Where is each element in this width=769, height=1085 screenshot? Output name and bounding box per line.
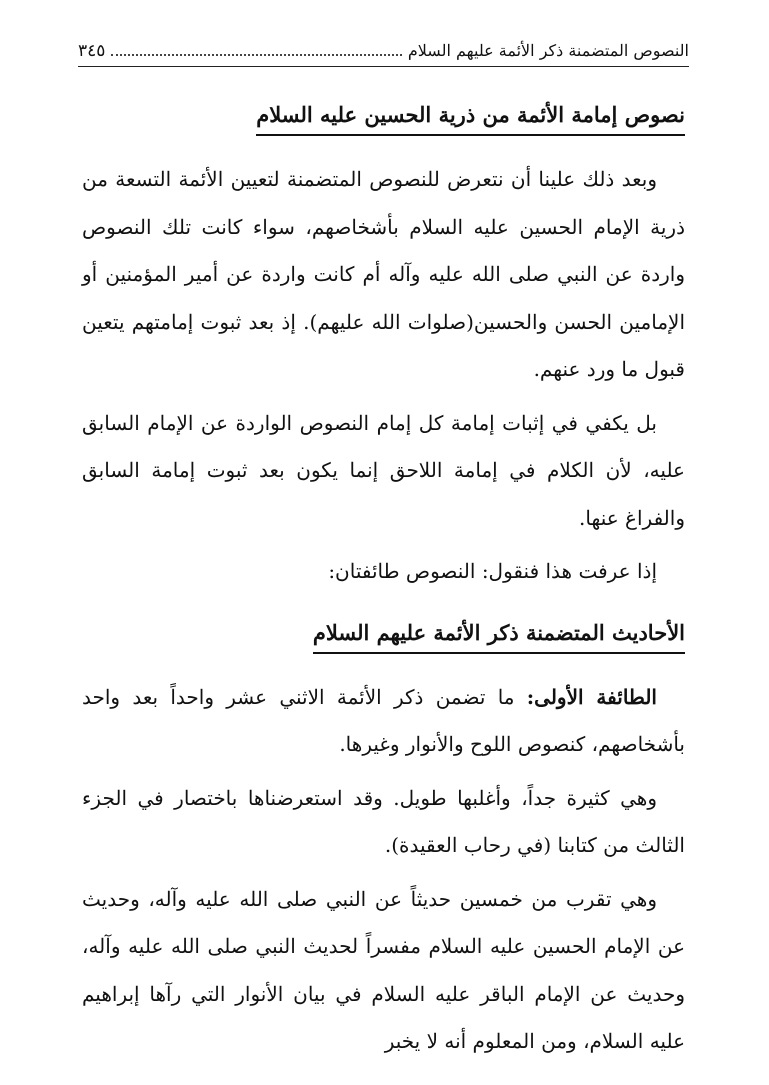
- group-label: الطائفة الأولى:: [526, 684, 657, 709]
- paragraph: وهي تقرب من خمسين حديثاً عن النبي صلى الله عليه وآله، وحديث عن الإمام الحسين عليه السلام مفسراً لحديث النبي صلى الله عليه وآله، وحديث عن الإمام الباقر عليه السلام في بيان الأنوار التي رآها إبراهيم عليه السلام، ومن المعلوم أنه لا يخبر: [82, 886, 685, 1053]
- section-1: [82, 92, 685, 154]
- paragraph-first-group: [82, 674, 685, 769]
- running-header: [78, 34, 689, 62]
- section-heading-hadiths: الأحاديث المتضمنة ذكر الأئمة عليهم السلام: [313, 614, 685, 654]
- paragraph-text: ما تضمن ذكر الأئمة الاثني عشر واحداً بعد واحد بأشخاصهم، كنصوص اللوح والأنوار وغيرها.: [82, 684, 685, 756]
- paragraph: بل يكفي في إثبات إمامة كل إمام النصوص الواردة عن الإمام السابق عليه، لأن الكلام في إمامة اللاحق إنما يكون بعد ثبوت إمامة السابق والفراغ عنها.: [82, 410, 685, 530]
- header-divider: [78, 66, 689, 67]
- section-heading-imamate-texts: نصوص إمامة الأئمة من ذرية الحسين عليه السلام: [256, 96, 685, 136]
- running-header-leader-dots: [111, 53, 401, 56]
- paragraph: وهي كثيرة جداً، وأغلبها طويل. وقد استعرضناها باختصار في الجزء الثالث من كتابنا (في رحاب العقيدة).: [82, 785, 685, 857]
- running-header-title: النصوص المتضمنة ذكر الأئمة عليهم السلام: [407, 41, 689, 60]
- section-2: [82, 610, 685, 672]
- paragraph: وبعد ذلك علينا أن نتعرض للنصوص المتضمنة لتعيين الأئمة التسعة من ذرية الإمام الحسين عليه السلام بأشخاصهم، سواء كانت تلك النصوص واردة عن النبي صلى الله عليه وآله أم كانت واردة عن أمير المؤمنين أو الإمامين الحسن والحسين(صلوات الله عليهم). إذ بعد ثبوت إمامتهم يتعين قبول ما ورد عنهم.: [82, 167, 685, 381]
- page-body: [82, 92, 685, 1072]
- page-number: ٣٤٥: [78, 41, 106, 61]
- paragraph: إذا عرفت هذا فنقول: النصوص طائفتان:: [328, 559, 657, 583]
